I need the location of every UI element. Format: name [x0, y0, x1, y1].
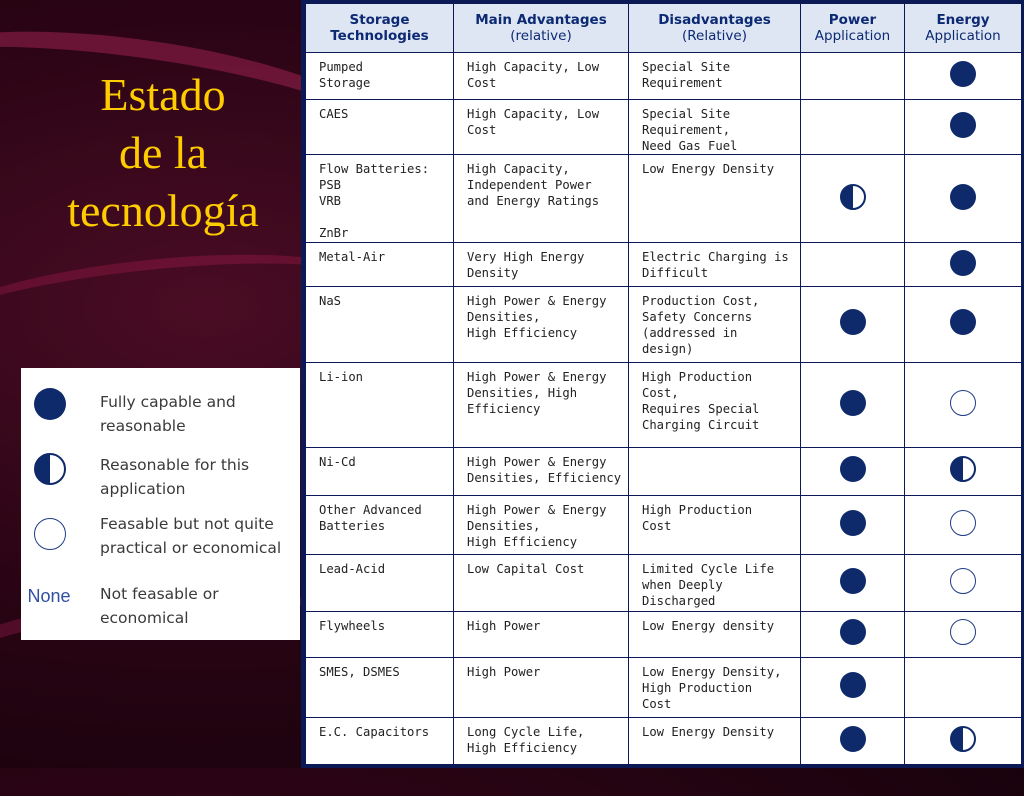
- disadvantages-cell: Low Energy density: [629, 612, 801, 658]
- advantages-cell: Very High Energy Density: [454, 243, 629, 287]
- disadvantages-cell: Electric Charging is Difficult: [629, 243, 801, 287]
- power-cell: [801, 555, 905, 612]
- table-row: [306, 495, 1022, 555]
- power-cell: [801, 362, 905, 447]
- tech-cell: NaS: [306, 286, 454, 362]
- full-circle-icon: [840, 619, 866, 645]
- energy-cell: [905, 555, 1022, 612]
- tech-cell: Lead-Acid: [306, 555, 454, 612]
- legend-text: Fully capable and reasonable: [100, 393, 236, 435]
- header-disadvantages: Disadvantages (Relative): [629, 4, 801, 53]
- title-line: Estado: [100, 69, 226, 120]
- tech-cell: Li-ion: [306, 362, 454, 447]
- full-circle-icon: [840, 726, 866, 752]
- tech-cell: Flow Batteries: PSB VRB ZnBr: [306, 155, 454, 243]
- header-energy: Energy Application: [905, 4, 1022, 53]
- advantages-cell: Long Cycle Life, High Efficiency: [454, 718, 629, 765]
- advantages-cell: High Power: [454, 657, 629, 718]
- power-cell: [801, 447, 905, 495]
- disadvantages-cell: Production Cost, Safety Concerns (addressed in design): [629, 286, 801, 362]
- table-row: [306, 243, 1022, 287]
- energy-cell: [905, 718, 1022, 765]
- storage-table-frame: [301, 0, 1024, 768]
- disadvantages-cell: High Production Cost: [629, 495, 801, 555]
- table-row: [306, 53, 1022, 100]
- power-cell: [801, 612, 905, 658]
- half-circle-icon: [950, 726, 976, 752]
- title-line: de la: [118, 127, 208, 178]
- full-circle-icon: [840, 456, 866, 482]
- table-row: [306, 718, 1022, 765]
- header-technologies: Storage Technologies: [306, 4, 454, 53]
- table-row: [306, 286, 1022, 362]
- empty-circle-icon: [950, 510, 976, 536]
- advantages-cell: High Capacity, Low Cost: [454, 99, 629, 155]
- power-cell: [801, 243, 905, 287]
- energy-cell: [905, 447, 1022, 495]
- empty-circle-icon: [950, 390, 976, 416]
- advantages-cell: High Capacity, Independent Power and Energy Ratings: [454, 155, 629, 243]
- energy-cell: [905, 495, 1022, 555]
- energy-cell: [905, 243, 1022, 287]
- half-circle-icon: [34, 453, 66, 489]
- disadvantages-cell: Special Site Requirement, Need Gas Fuel: [629, 99, 801, 155]
- energy-cell: [905, 286, 1022, 362]
- full-circle-icon: [840, 390, 866, 416]
- legend: [21, 368, 300, 640]
- disadvantages-cell: High Production Cost, Requires Special Charging Circuit: [629, 362, 801, 447]
- legend-text: Reasonable for this application: [100, 456, 250, 498]
- power-cell: [801, 718, 905, 765]
- advantages-cell: High Power & Energy Densities, Efficiency: [454, 447, 629, 495]
- legend-row: [21, 445, 300, 505]
- legend-row: [21, 380, 300, 440]
- advantages-cell: Low Capital Cost: [454, 555, 629, 612]
- table-row: [306, 362, 1022, 447]
- full-circle-icon: [950, 250, 976, 276]
- tech-cell: SMES, DSMES: [306, 657, 454, 718]
- power-cell: [801, 155, 905, 243]
- tech-cell: Flywheels: [306, 612, 454, 658]
- tech-cell: CAES: [306, 99, 454, 155]
- energy-cell: [905, 362, 1022, 447]
- power-cell: [801, 53, 905, 100]
- full-circle-icon: [840, 309, 866, 335]
- empty-circle-icon: [950, 568, 976, 594]
- energy-cell: [905, 612, 1022, 658]
- tech-cell: Ni-Cd: [306, 447, 454, 495]
- advantages-cell: High Power & Energy Densities, High Efficiency: [454, 286, 629, 362]
- tech-cell: Metal-Air: [306, 243, 454, 287]
- legend-text: Feasable but not quite practical or economical: [100, 515, 282, 557]
- slide-title: [28, 66, 298, 240]
- full-circle-icon: [950, 61, 976, 87]
- empty-circle-icon: [950, 619, 976, 645]
- none-symbol: None: [27, 586, 71, 606]
- power-cell: [801, 99, 905, 155]
- disadvantages-cell: Low Energy Density: [629, 718, 801, 765]
- legend-row: [21, 580, 300, 640]
- half-circle-icon: [840, 184, 866, 210]
- full-circle-icon: [34, 388, 66, 424]
- disadvantages-cell: [629, 447, 801, 495]
- table-header-row: [306, 4, 1022, 53]
- header-power: Power Application: [801, 4, 905, 53]
- advantages-cell: High Power: [454, 612, 629, 658]
- half-circle-icon: [950, 456, 976, 482]
- advantages-cell: High Power & Energy Densities, High Efficiency: [454, 362, 629, 447]
- energy-cell: [905, 657, 1022, 718]
- energy-cell: [905, 53, 1022, 100]
- empty-circle-icon: [34, 518, 66, 554]
- energy-cell: [905, 99, 1022, 155]
- advantages-cell: High Capacity, Low Cost: [454, 53, 629, 100]
- table-row: [306, 155, 1022, 243]
- header-advantages: Main Advantages (relative): [454, 4, 629, 53]
- power-cell: [801, 495, 905, 555]
- tech-cell: E.C. Capacitors: [306, 718, 454, 765]
- full-circle-icon: [950, 309, 976, 335]
- full-circle-icon: [840, 568, 866, 594]
- energy-cell: [905, 155, 1022, 243]
- disadvantages-cell: Limited Cycle Life when Deeply Discharged: [629, 555, 801, 612]
- advantages-cell: High Power & Energy Densities, High Efficiency: [454, 495, 629, 555]
- title-line: tecnología: [67, 185, 259, 236]
- power-cell: [801, 657, 905, 718]
- disadvantages-cell: Special Site Requirement: [629, 53, 801, 100]
- table-row: [306, 447, 1022, 495]
- full-circle-icon: [840, 510, 866, 536]
- disadvantages-cell: Low Energy Density, High Production Cost: [629, 657, 801, 718]
- table-row: [306, 612, 1022, 658]
- full-circle-icon: [950, 184, 976, 210]
- table-row: [306, 99, 1022, 155]
- legend-text: Not feasable or economical: [100, 585, 219, 627]
- legend-row: [21, 514, 300, 574]
- power-cell: [801, 286, 905, 362]
- full-circle-icon: [840, 672, 866, 698]
- table-row: [306, 657, 1022, 718]
- tech-cell: Other Advanced Batteries: [306, 495, 454, 555]
- tech-cell: Pumped Storage: [306, 53, 454, 100]
- storage-technologies-table: [305, 3, 1022, 765]
- disadvantages-cell: Low Energy Density: [629, 155, 801, 243]
- full-circle-icon: [950, 112, 976, 138]
- table-row: [306, 555, 1022, 612]
